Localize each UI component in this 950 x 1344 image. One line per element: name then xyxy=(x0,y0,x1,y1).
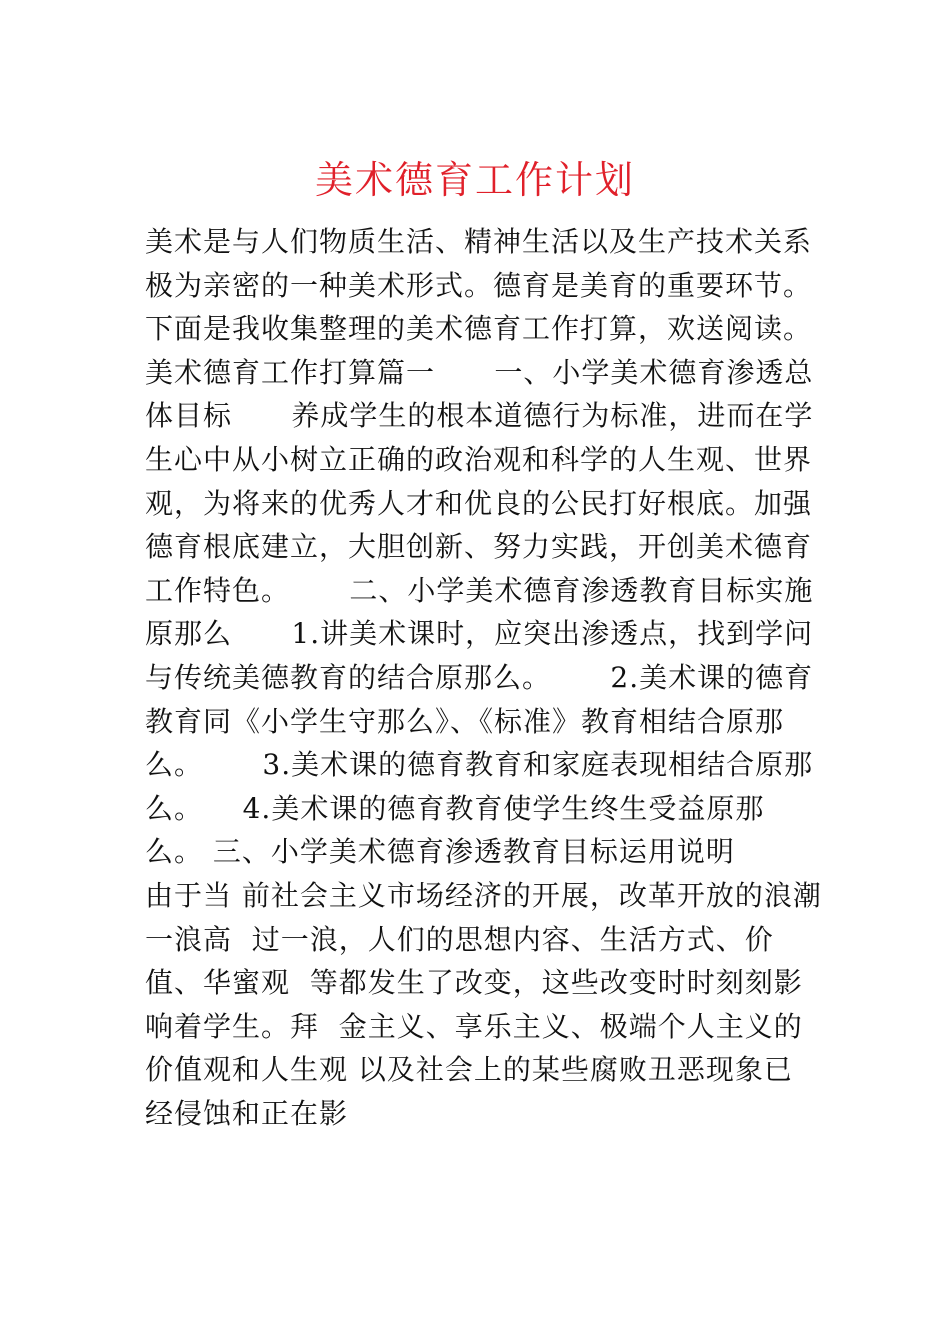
body-line: 体目标 养成学生的根本道德行为标准，进而在学 xyxy=(145,399,814,433)
body-line: 由于当 前社会主义市场经济的开展，改革开放的浪潮 xyxy=(145,878,822,912)
body-line: 原那么 1.讲美术课时，应突出渗透点，找到学问 xyxy=(145,617,814,651)
body-line: 么。 三、小学美术德育渗透教育目标运用说明 xyxy=(145,835,735,869)
body-line: 价值观和人生观 以及社会上的某些腐败丑恶现象已 xyxy=(145,1053,793,1087)
body-line: 教育同《小学生守那么》、《标准》教育相结合原那 xyxy=(145,704,785,738)
body-line: 极为亲密的一种美术形式。德育是美育的重要环节。 xyxy=(145,268,813,302)
body-line: 下面是我收集整理的美术德育工作打算，欢送阅读。 xyxy=(145,312,813,346)
body-line: 美术德育工作打算篇一 一、小学美术德育渗透总 xyxy=(145,355,814,389)
body-line: 响着学生。拜 金主义、享乐主义、极端个人主义的 xyxy=(145,1009,803,1043)
body-line: 经侵蚀和正在影 xyxy=(145,1096,349,1130)
document-body xyxy=(145,220,825,1135)
body-line: 么。 3.美术课的德育教育和家庭表现相结合原那 xyxy=(145,748,814,782)
body-line: 工作特色。 二、小学美术德育渗透教育目标实施 xyxy=(145,573,814,607)
body-line: 生心中从小树立正确的政治观和科学的人生观、世界 xyxy=(145,442,813,476)
body-line: 德育根底建立，大胆创新、努力实践，开创美术德育 xyxy=(145,530,813,564)
body-line: 值、华蜜观 等都发生了改变，这些改变时时刻刻影 xyxy=(145,966,803,1000)
body-line: 一浪高 过一浪，人们的思想内容、生活方式、价 xyxy=(145,922,774,956)
body-line: 观，为将来的优秀人才和优良的公民打好根底。加强 xyxy=(145,486,813,520)
body-line: 与传统美德教育的结合原那么。 2.美术课的德育 xyxy=(145,660,814,694)
body-line: 么。 4.美术课的德育教育使学生终生受益原那 xyxy=(145,791,765,825)
body-line: 美术是与人们物质生活、精神生活以及生产技术关系 xyxy=(145,225,813,258)
document-title: 美术德育工作计划 xyxy=(314,158,635,202)
